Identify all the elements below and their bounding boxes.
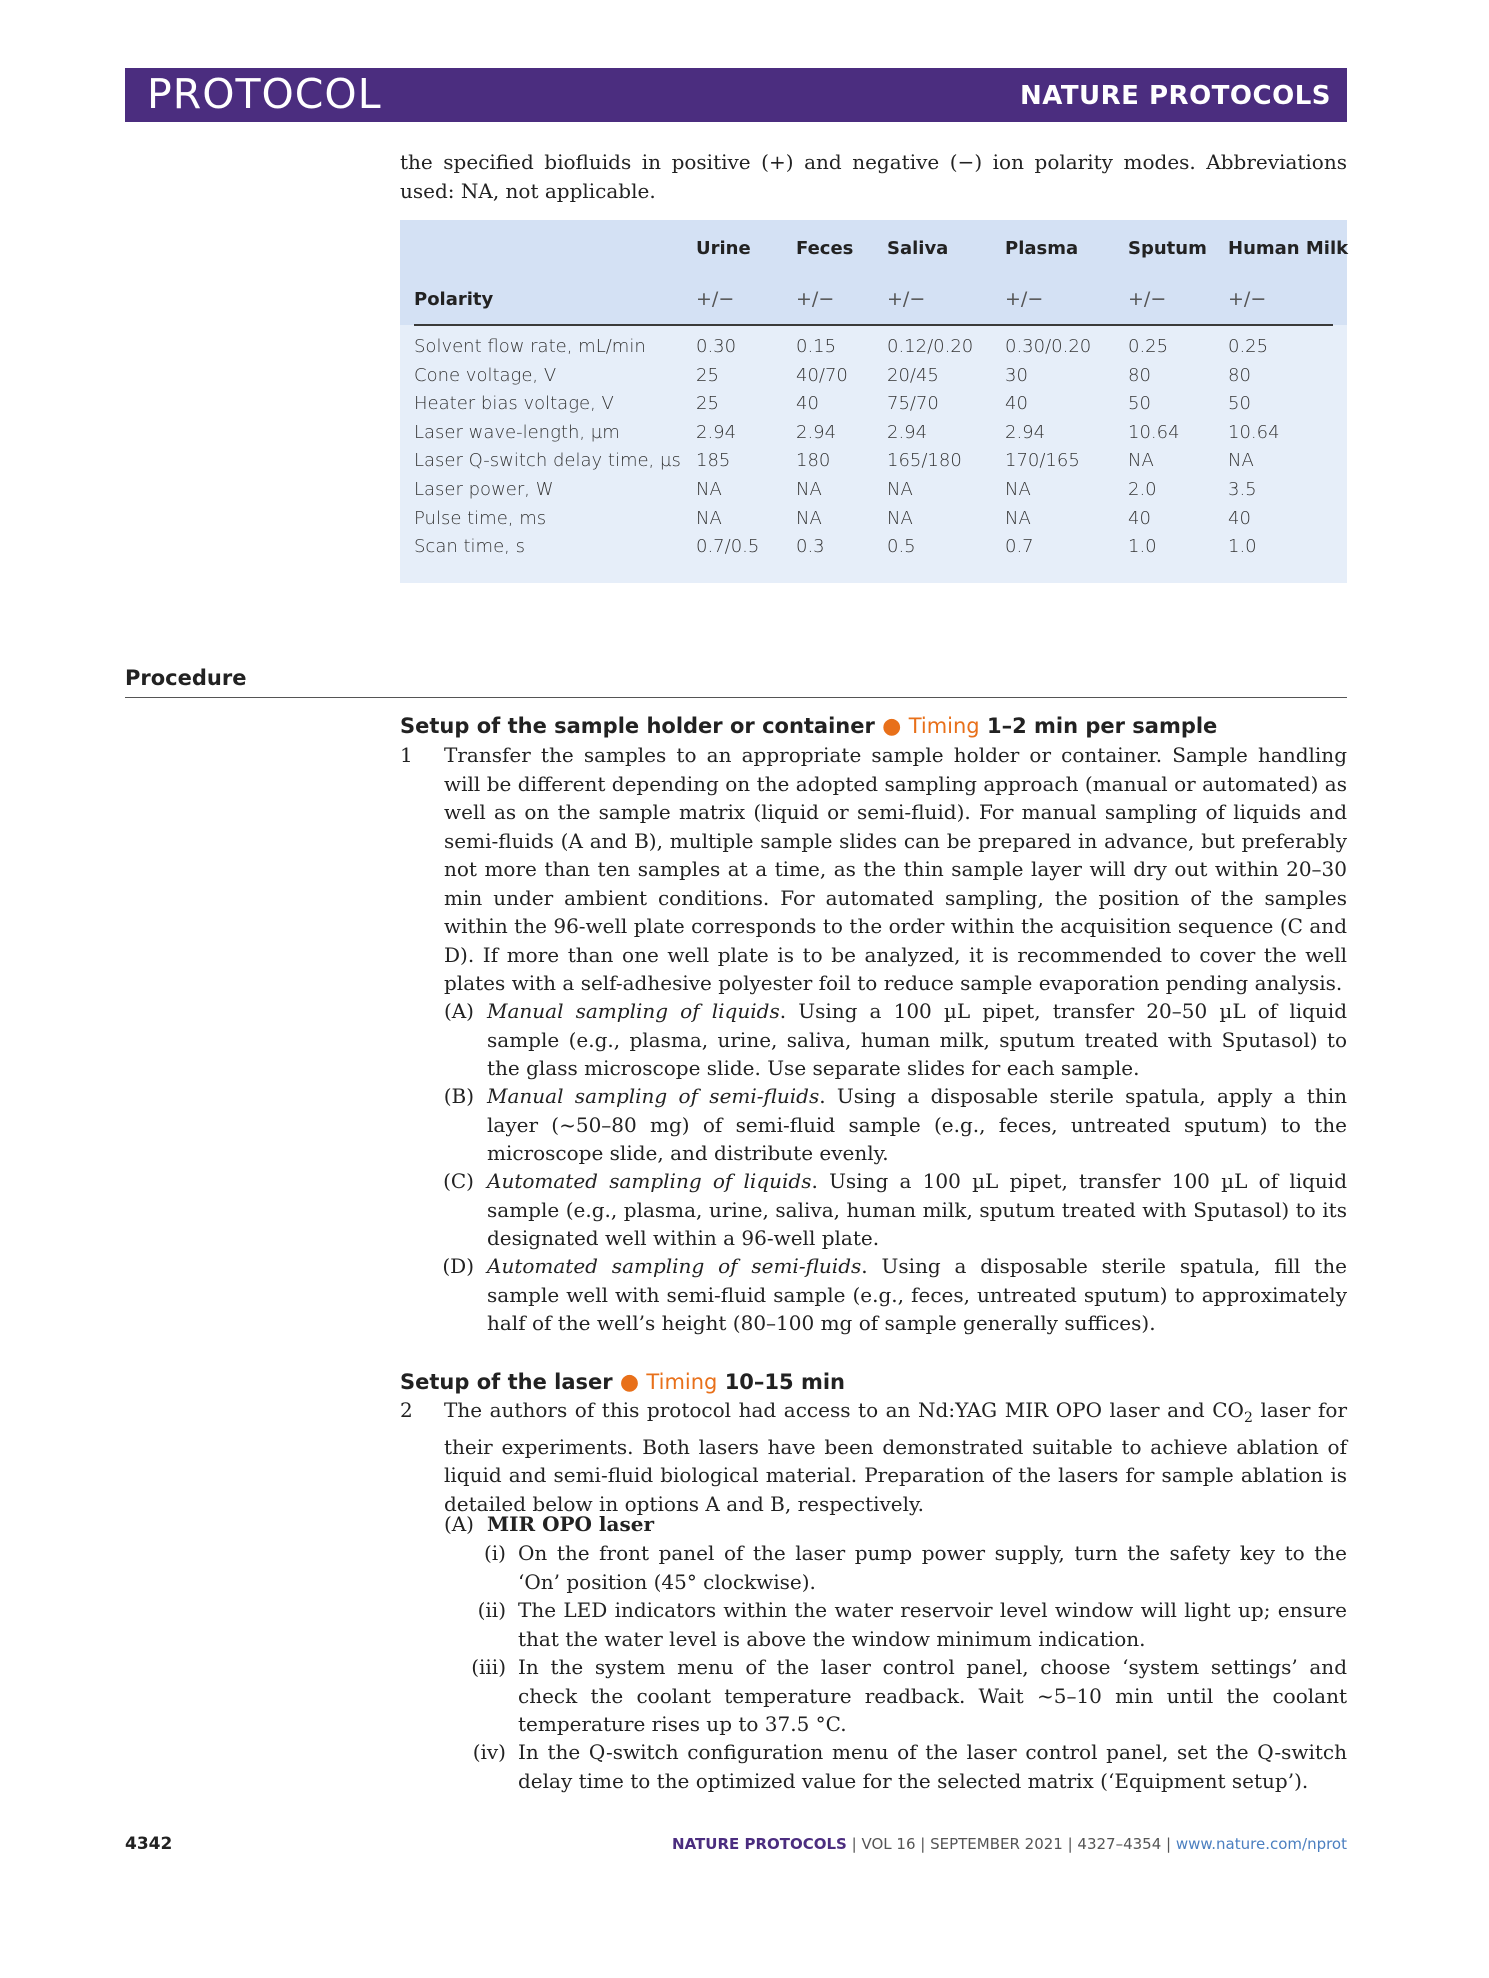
footer-volume: | VOL 16 | SEPTEMBER 2021 | 4327–4354 | [846, 1835, 1176, 1853]
table-cell: NA [1228, 450, 1254, 472]
table-cell: 0.15 [796, 336, 837, 357]
table-cell: 20/45 [887, 364, 939, 386]
table-cell: 40/70 [796, 364, 848, 386]
table-cell: 0.7 [1005, 536, 1034, 558]
table-cell: 0.5 [887, 536, 916, 558]
substep-text: In the system menu of the laser control panel, choose ‘system settings’ and check the coolant temperature readback. Wait ~5–10 min until the coolant temperature rises up to 37.5 °C. [518, 1655, 1347, 1736]
table-cell: 2.94 [887, 421, 928, 443]
table-cell: 0.25 [1228, 336, 1269, 357]
substep-text: In the Q-switch configuration menu of the laser control panel, set the Q-switch delay time to the optimized value for the selected matrix (‘Equipment setup’). [518, 1740, 1347, 1793]
table-caption: the specified biofluids in positive (+) and negative (−) ion polarity modes. Abbreviations used: NA, not applicable. [400, 150, 1347, 203]
option-title: Manual sampling of liquids [487, 999, 780, 1023]
substep-label: (iv) [472, 1740, 506, 1764]
substep-label: (i) [483, 1541, 506, 1565]
header-protocol-label: PROTOCOL [147, 70, 382, 118]
footer-url-link[interactable]: www.nature.com/nprot [1175, 1835, 1347, 1853]
step2-text [444, 1396, 1347, 1518]
table-cell: 10.64 [1128, 421, 1180, 443]
table-header-rule [414, 324, 1333, 326]
polarity-value: +/− [1005, 288, 1044, 310]
polarity-value: +/− [887, 288, 926, 310]
step2-timing-word: Timing [646, 1370, 718, 1394]
row-label: Laser Q-switch delay time, µs [414, 450, 681, 472]
polarity-value: +/− [796, 288, 835, 310]
step2-heading [400, 1370, 845, 1395]
polarity-label: Polarity [414, 289, 494, 310]
row-label: Heater bias voltage, V [414, 393, 614, 415]
row-label: Pulse time, ms [414, 507, 547, 529]
step1-option-d [487, 1252, 1347, 1338]
timing-dot-icon: ● [619, 1370, 640, 1395]
step1-timing-word: Timing [908, 714, 980, 738]
table-cell: 80 [1128, 364, 1151, 386]
page-number: 4342 [125, 1834, 173, 1854]
table-header [400, 220, 1347, 325]
option-label: (A) [443, 999, 474, 1023]
step2-option-title: MIR OPO laser [487, 1512, 655, 1536]
table-cell: 40 [796, 393, 819, 415]
table-cell: NA [887, 479, 913, 500]
section-rule [125, 697, 1347, 698]
table-cell: 25 [696, 364, 719, 386]
option-label: (D) [442, 1254, 474, 1278]
table-cell: 40 [1128, 507, 1151, 529]
row-label: Cone voltage, V [414, 364, 557, 386]
row-label: Scan time, s [414, 536, 525, 558]
polarity-value: +/− [696, 288, 735, 310]
footer-citation [672, 1835, 1347, 1853]
step1-option-b [487, 1082, 1347, 1168]
polarity-value: +/− [1228, 288, 1267, 310]
step2-heading-text: Setup of the laser [400, 1370, 613, 1394]
col-header: Urine [696, 238, 751, 259]
table-cell: 165/180 [887, 450, 962, 472]
option-title: Automated sampling of liquids [487, 1169, 812, 1193]
polarity-value: +/− [1128, 288, 1167, 310]
table-cell: 80 [1228, 364, 1251, 386]
option-text: . Using a disposable sterile spatula, apply a thin layer (~50–80 mg) of semi-fluid sample (e.g., feces, untreated sputum) to the microscope slide, and distribute evenly. [487, 1084, 1348, 1165]
table-cell: 75/70 [887, 393, 939, 415]
col-header: Sputum [1128, 238, 1207, 259]
table-cell: 10.64 [1228, 421, 1280, 443]
table-cell: 40 [1228, 507, 1251, 529]
table-cell: 0.7/0.5 [696, 536, 760, 558]
table-cell: NA [796, 507, 822, 529]
table-cell: 40 [1005, 393, 1028, 415]
table-cell: 50 [1228, 393, 1251, 415]
table-cell: 2.0 [1128, 479, 1157, 500]
table-cell: 0.12/0.20 [887, 336, 974, 357]
row-label: Laser wave-length, µm [414, 421, 620, 443]
option-title: Automated sampling of semi-fluids [487, 1254, 862, 1278]
step1-number: 1 [400, 743, 413, 767]
table-cell: 180 [796, 450, 831, 472]
option-text: . Using a 100 µL pipet, transfer 100 µL of liquid sample (e.g., plasma, urine, saliva, human milk, sputum treated with Sputasol) to its designated well within a 96-well plate. [487, 1169, 1347, 1250]
table-cell: 0.30 [696, 336, 737, 357]
row-label: Solvent flow rate, mL/min [414, 336, 646, 357]
substep-label: (ii) [477, 1598, 506, 1622]
table-cell: 30 [1005, 364, 1028, 386]
option-label: (B) [443, 1084, 474, 1108]
step1-option-c [487, 1167, 1347, 1253]
table-cell: NA [1005, 507, 1031, 529]
col-header: Feces [796, 238, 854, 259]
step1-option-a [487, 997, 1347, 1083]
option-label: (C) [443, 1169, 474, 1193]
option-text: . Using a disposable sterile spatula, fill the sample well with semi-fluid sample (e.g., feces, untreated sputum) to approximately half of the well’s height (80–100 mg of sample generally suffices). [487, 1254, 1347, 1335]
step2-text-after: laser for their experiments. Both lasers have been demonstrated suitable to achieve ablation of liquid and semi-fluid biological material. Preparation of the lasers for sample ablation is detailed below in options A and B, respectively. [444, 1398, 1348, 1516]
col-header: Human Milk [1228, 238, 1349, 259]
table-cell: 1.0 [1228, 536, 1257, 558]
table-cell: 0.3 [796, 536, 825, 558]
step1-heading-text: Setup of the sample holder or container [400, 714, 875, 738]
substep-text: The LED indicators within the water reservoir level window will light up; ensure that the water level is above the window minimum indication. [518, 1598, 1347, 1651]
step2-timing-value: 10–15 min [724, 1370, 845, 1394]
header-journal-label: NATURE PROTOCOLS [1019, 81, 1331, 111]
step1-heading [400, 714, 1217, 739]
footer-journal: NATURE PROTOCOLS [672, 1835, 847, 1853]
table-cell: 0.30/0.20 [1005, 336, 1092, 357]
table-cell: 185 [696, 450, 731, 472]
timing-dot-icon: ● [882, 714, 902, 739]
table-cell: NA [696, 479, 722, 500]
table-cell: 25 [696, 393, 719, 415]
substep-text: On the front panel of the laser pump power supply, turn the safety key to the ‘On’ position (45° clockwise). [518, 1541, 1347, 1594]
table-cell: 3.5 [1228, 479, 1257, 500]
step1-text: Transfer the samples to an appropriate sample holder or container. Sample handling will be different depending on the adopted sampling approach (manual or automated) as well as on the sample matrix (liquid or semi-fluid). For manual sampling of liquids and semi-fluids (A and B), multiple sample slides can be prepared in advance, but preferably not more than ten samples at a time, as the thin sample layer will dry out within 20–30 min under ambient conditions. For automated sampling, the position of the samples within the 96-well plate corresponds to the order within the acquisition sequence (C and D). If more than one well plate is to be analyzed, it is recommended to cover the well plates with a self-adhesive polyester foil to reduce sample evaporation pending analysis. [444, 743, 1347, 995]
table-cell: NA [1005, 479, 1031, 500]
table-cell: NA [696, 507, 722, 529]
table-cell: NA [796, 479, 822, 500]
table-cell: 50 [1128, 393, 1151, 415]
table-cell: 1.0 [1128, 536, 1157, 558]
option-text: . Using a 100 µL pipet, transfer 20–50 µL of liquid sample (e.g., plasma, urine, saliva, human milk, sputum treated with Sputasol) to the glass microscope slide. Use separate slides for each sample. [487, 999, 1347, 1080]
option-label: (A) [443, 1512, 474, 1536]
table-cell: 2.94 [796, 421, 837, 443]
step2-number: 2 [400, 1398, 413, 1422]
step2-text-before: The authors of this protocol had access to an Nd:YAG MIR OPO laser and CO [444, 1398, 1244, 1422]
header-bar [125, 68, 1347, 122]
parameters-table [400, 220, 1347, 583]
option-title: Manual sampling of semi-fluids [487, 1084, 820, 1108]
table-cell: 2.94 [1005, 421, 1046, 443]
section-title: Procedure [125, 666, 247, 690]
table-cell: 0.25 [1128, 336, 1169, 357]
step1-timing-value: 1–2 min per sample [986, 714, 1218, 738]
substep-label: (iii) [471, 1655, 506, 1679]
col-header: Plasma [1005, 238, 1079, 259]
table-cell: 170/165 [1005, 450, 1080, 472]
row-label: Laser power, W [414, 479, 554, 500]
step2-text-subscript: 2 [1243, 1410, 1253, 1426]
table-cell: NA [887, 507, 913, 529]
col-header: Saliva [887, 238, 949, 259]
table-cell: NA [1128, 450, 1154, 472]
table-cell: 2.94 [696, 421, 737, 443]
